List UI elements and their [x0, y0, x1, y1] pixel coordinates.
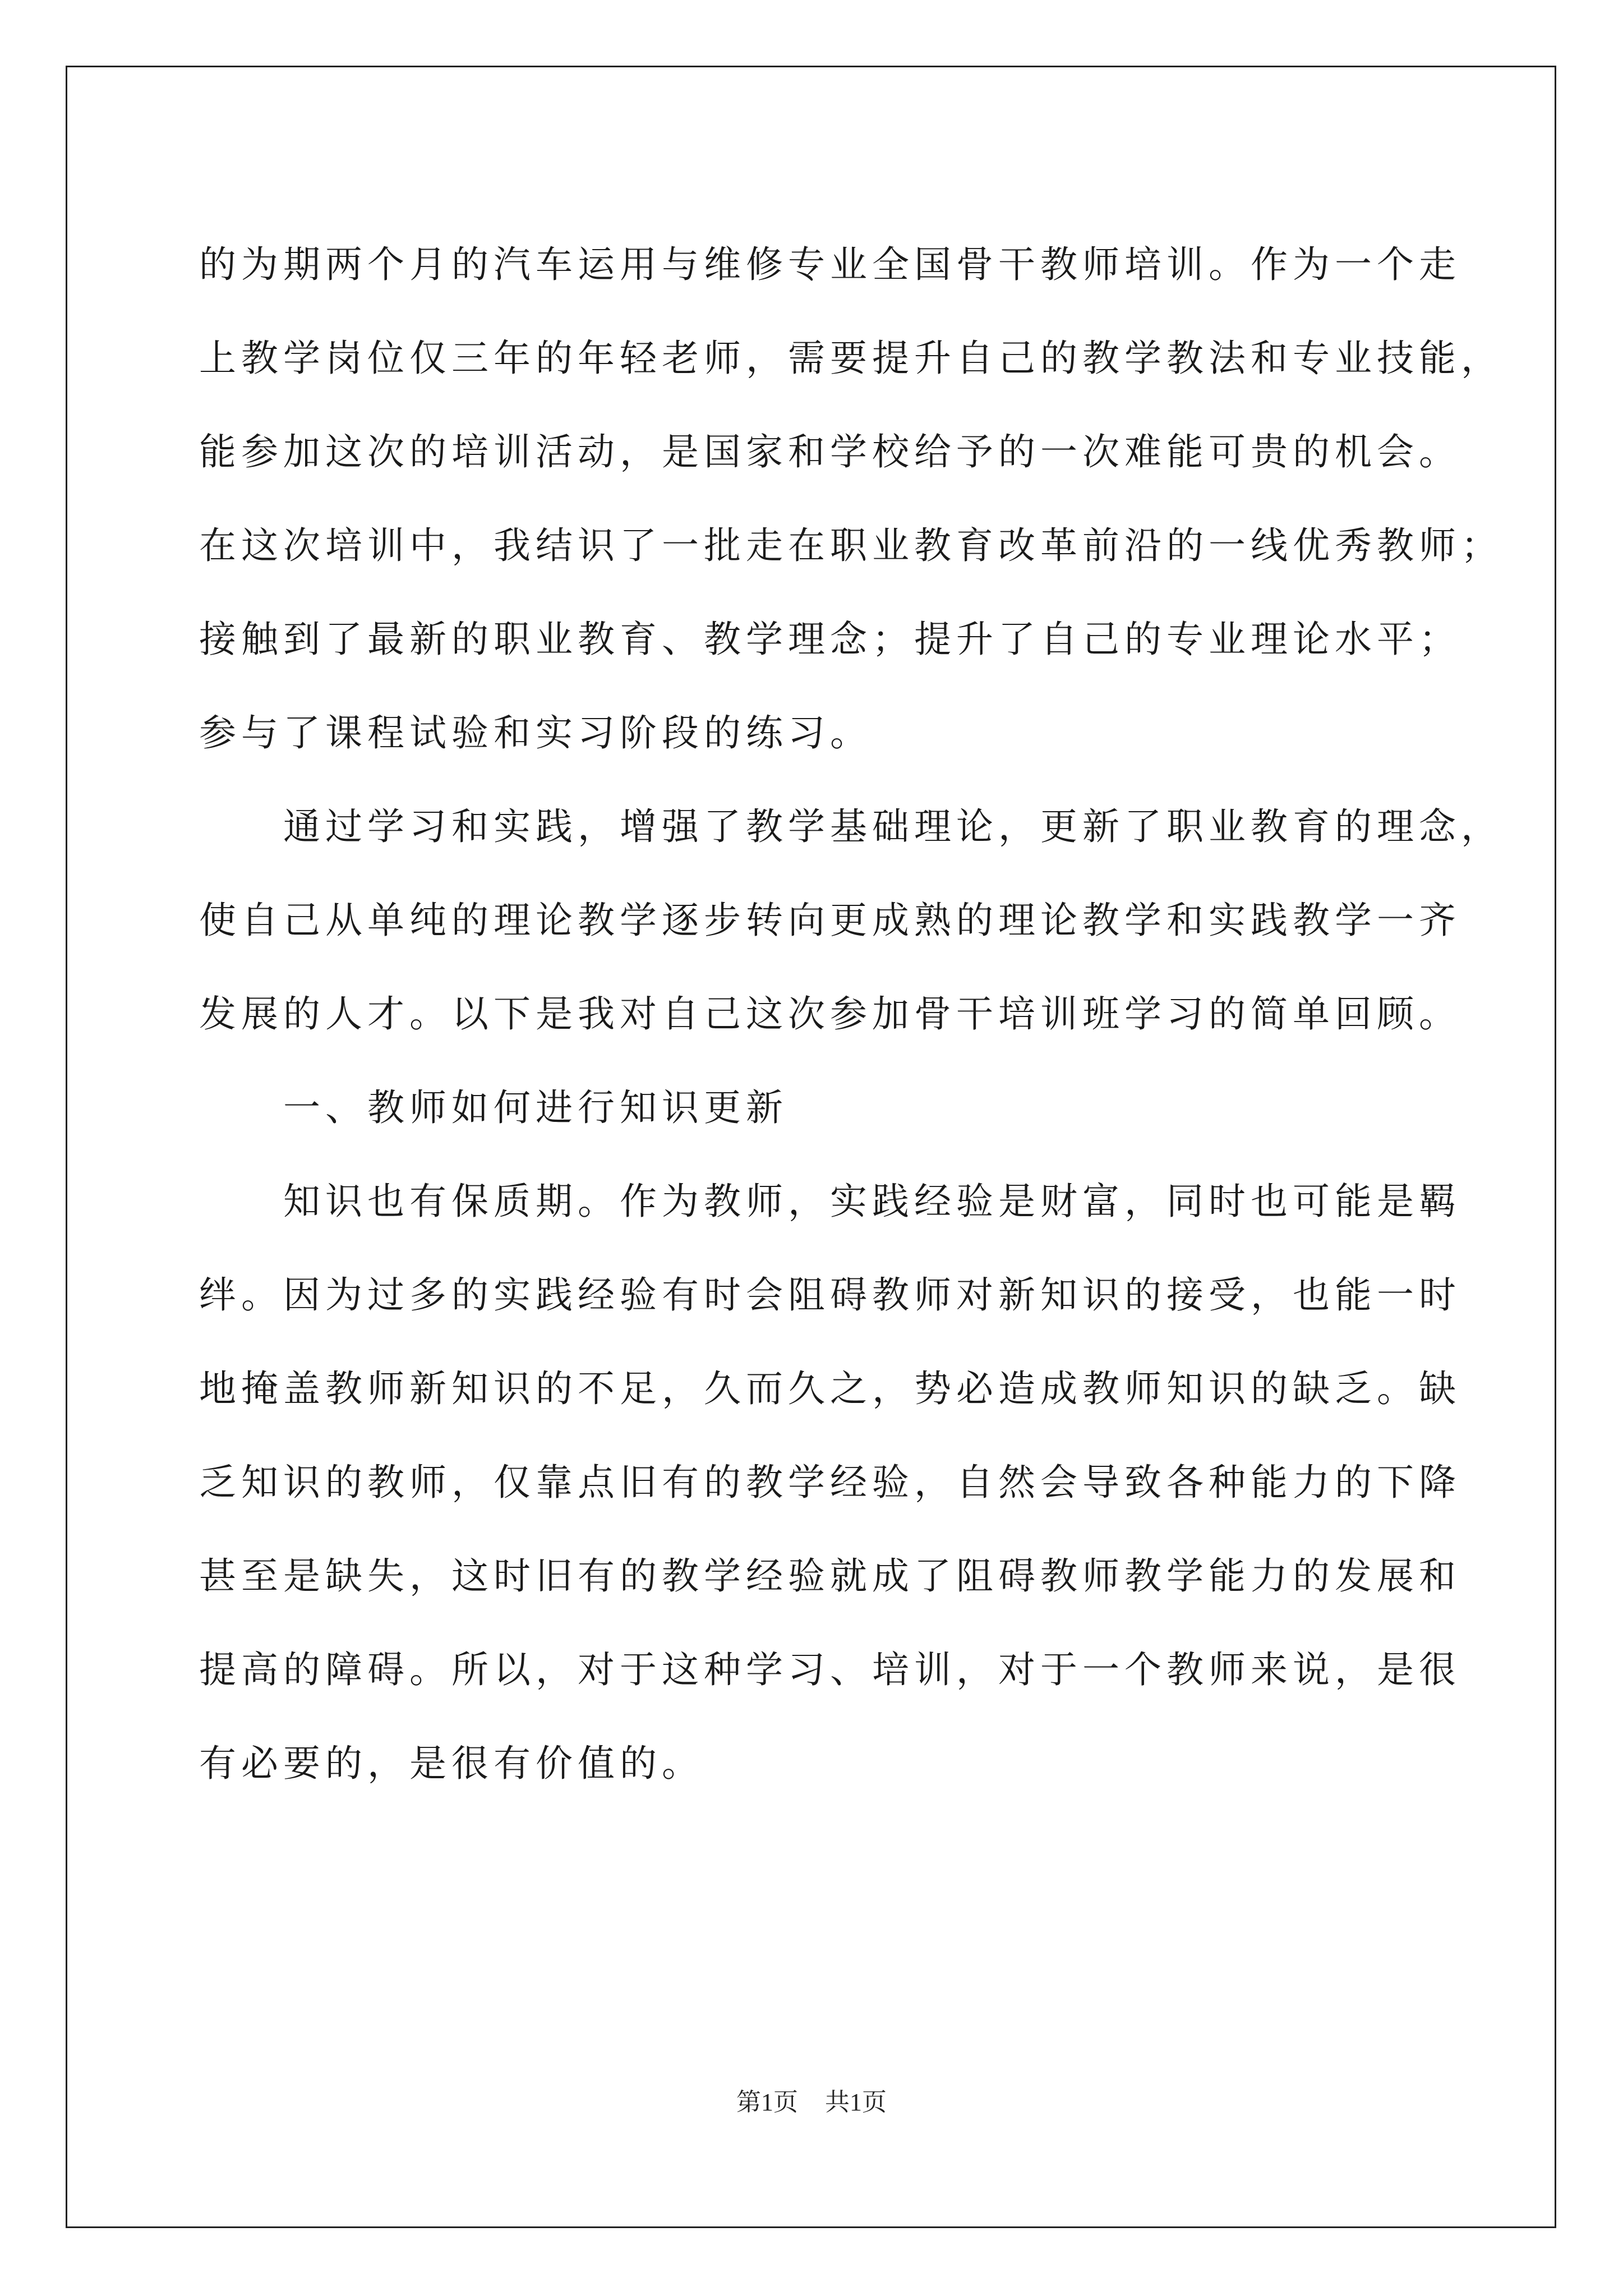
text-line-1: 的为期两个月的汽车运用与维修专业全国骨干教师培训。作为一个走 — [199, 243, 1461, 286]
page-number: 第1页 — [736, 2088, 798, 2116]
text-line-14: 乏知识的教师，仅靠点旧有的教学经验，自然会导致各种能力的下降 — [199, 1461, 1461, 1504]
text-line-5: 接触到了最新的职业教育、教学理念；提升了自己的专业理论水平； — [199, 618, 1461, 661]
text-line-15: 甚至是缺失，这时旧有的教学经验就成了阻碍教师教学能力的发展和 — [199, 1554, 1461, 1598]
text-line-6: 参与了课程试验和实习阶段的练习。 — [199, 711, 872, 754]
text-line-17: 有必要的，是很有价值的。 — [199, 1742, 704, 1785]
text-line-8: 使自己从单纯的理论教学逐步转向更成熟的理论教学和实践教学一齐 — [199, 899, 1461, 942]
paragraph-start-line: 通过学习和实践，增强了教学基础理论，更新了职业教育的理念， — [283, 805, 1503, 848]
text-line-4: 在这次培训中，我结识了一批走在职业教育改革前沿的一线优秀教师； — [199, 524, 1503, 567]
text-line-12: 绊。因为过多的实践经验有时会阻碍教师对新知识的接受，也能一时 — [199, 1273, 1461, 1317]
page-total: 共1页 — [825, 2088, 887, 2116]
paragraph-start-line: 知识也有保质期。作为教师，实践经验是财富，同时也可能是羁 — [283, 1180, 1461, 1223]
text-line-13: 地掩盖教师新知识的不足，久而久之，势必造成教师知识的缺乏。缺 — [199, 1367, 1461, 1410]
page-footer — [0, 2086, 1623, 2119]
text-line-16: 提高的障碍。所以，对于这种学习、培训，对于一个教师来说，是很 — [199, 1648, 1461, 1691]
text-line-3: 能参加这次的培训活动，是国家和学校给予的一次难能可贵的机会。 — [199, 430, 1461, 473]
document-body — [199, 218, 1503, 1810]
section-heading: 一、教师如何进行知识更新 — [283, 1086, 788, 1129]
text-line-9: 发展的人才。以下是我对自己这次参加骨干培训班学习的简单回顾。 — [199, 992, 1461, 1036]
text-line-2: 上教学岗位仅三年的年轻老师，需要提升自己的教学教法和专业技能， — [199, 337, 1503, 380]
